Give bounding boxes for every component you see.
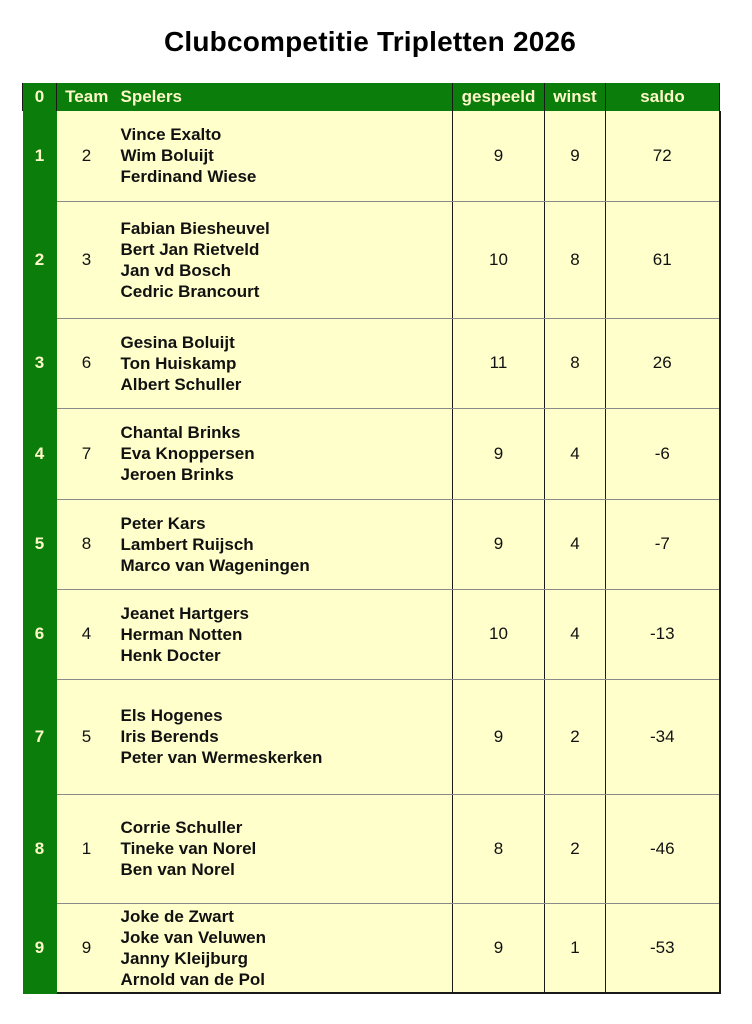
played-cell: 9 bbox=[453, 111, 545, 201]
rank-cell: 6 bbox=[23, 589, 57, 679]
table-row bbox=[23, 408, 720, 499]
player-name: Lambert Ruijsch bbox=[120, 534, 254, 554]
played-cell: 9 bbox=[453, 903, 545, 993]
player-name: Ferdinand Wiese bbox=[120, 167, 257, 187]
player-name: Herman Notten bbox=[120, 624, 243, 644]
team-cell: 7 bbox=[57, 408, 117, 499]
table-row bbox=[23, 201, 720, 318]
player-name: Fabian Biesheuvel bbox=[120, 218, 270, 238]
team-cell: 3 bbox=[57, 201, 117, 318]
played-cell: 9 bbox=[453, 408, 545, 499]
table-row bbox=[23, 589, 720, 679]
wins-cell: 8 bbox=[545, 318, 606, 408]
balance-cell: -13 bbox=[606, 589, 720, 679]
team-cell: 1 bbox=[57, 794, 117, 903]
player-name: Janny Kleijburg bbox=[120, 948, 249, 968]
balance-cell: 26 bbox=[606, 318, 720, 408]
header-rank: 0 bbox=[23, 83, 57, 111]
player-name: Jeanet Hartgers bbox=[120, 603, 250, 623]
player-name: Tineke van Norel bbox=[120, 839, 257, 858]
team-cell: 2 bbox=[57, 111, 117, 201]
player-name: Vince Exalto bbox=[120, 125, 222, 145]
page-title: Clubcompetitie Tripletten 2026 bbox=[163, 26, 577, 57]
player-name: Peter Kars bbox=[120, 513, 206, 533]
table-row bbox=[23, 794, 720, 903]
player-name: Bert Jan Rietveld bbox=[120, 239, 260, 259]
team-cell: 6 bbox=[57, 318, 117, 408]
balance-cell: 72 bbox=[606, 111, 720, 201]
players-cell bbox=[117, 318, 453, 408]
header-balance: saldo bbox=[606, 83, 720, 111]
players-cell bbox=[117, 589, 453, 679]
players-cell bbox=[117, 408, 453, 499]
player-name: Ben van Norel bbox=[120, 860, 235, 879]
player-name: Henk Docter bbox=[120, 645, 221, 665]
header-players: Spelers bbox=[117, 83, 453, 111]
rank-cell: 8 bbox=[23, 794, 57, 903]
team-cell: 4 bbox=[57, 589, 117, 679]
rank-cell: 1 bbox=[23, 111, 57, 201]
wins-cell: 1 bbox=[545, 903, 606, 993]
table-row bbox=[23, 499, 720, 589]
players-cell bbox=[117, 111, 453, 201]
player-name: Joke de Zwart bbox=[120, 906, 234, 926]
player-name: Corrie Schuller bbox=[120, 818, 243, 837]
player-name: Peter van Wermeskerken bbox=[120, 748, 323, 767]
player-name: Iris Berends bbox=[120, 727, 219, 746]
table-row bbox=[23, 903, 720, 993]
played-cell: 9 bbox=[453, 679, 545, 794]
team-cell: 8 bbox=[57, 499, 117, 589]
player-name: Jeroen Brinks bbox=[120, 465, 234, 484]
rank-cell: 7 bbox=[23, 679, 57, 794]
rank-cell: 3 bbox=[23, 318, 57, 408]
played-cell: 10 bbox=[453, 589, 545, 679]
wins-cell: 2 bbox=[545, 794, 606, 903]
rank-cell: 4 bbox=[23, 408, 57, 499]
players-cell bbox=[117, 679, 453, 794]
wins-cell: 4 bbox=[545, 499, 606, 589]
played-cell: 8 bbox=[453, 794, 545, 903]
header-team: Team bbox=[57, 83, 117, 111]
player-name: Els Hogenes bbox=[120, 706, 223, 725]
played-cell: 11 bbox=[453, 318, 545, 408]
played-cell: 10 bbox=[453, 201, 545, 318]
player-name: Ton Huiskamp bbox=[120, 353, 237, 373]
rank-cell: 2 bbox=[23, 201, 57, 318]
wins-cell: 9 bbox=[545, 111, 606, 201]
wins-cell: 2 bbox=[545, 679, 606, 794]
player-name: Wim Boluijt bbox=[120, 146, 214, 166]
team-cell: 5 bbox=[57, 679, 117, 794]
rank-cell: 9 bbox=[23, 903, 57, 993]
players-cell bbox=[117, 499, 453, 589]
wins-cell: 4 bbox=[545, 589, 606, 679]
wins-cell: 4 bbox=[545, 408, 606, 499]
team-cell: 9 bbox=[57, 903, 117, 993]
player-name: Eva Knoppersen bbox=[120, 444, 255, 463]
rank-cell: 5 bbox=[23, 499, 57, 589]
table-row bbox=[23, 679, 720, 794]
standings-table bbox=[22, 83, 721, 994]
balance-cell: -46 bbox=[606, 794, 720, 903]
header-wins: winst bbox=[545, 83, 606, 111]
player-name: Cedric Brancourt bbox=[120, 281, 260, 301]
balance-cell: -53 bbox=[606, 903, 720, 993]
player-name: Gesina Boluijt bbox=[120, 332, 235, 352]
wins-cell: 8 bbox=[545, 201, 606, 318]
player-name: Albert Schuller bbox=[120, 374, 242, 394]
balance-cell: -34 bbox=[606, 679, 720, 794]
table-row bbox=[23, 318, 720, 408]
player-name: Joke van Veluwen bbox=[120, 927, 267, 947]
player-name: Jan vd Bosch bbox=[120, 260, 232, 280]
header-played: gespeeld bbox=[453, 83, 545, 111]
player-name: Marco van Wageningen bbox=[120, 555, 310, 575]
players-cell bbox=[117, 903, 453, 993]
players-cell bbox=[117, 201, 453, 318]
table-row bbox=[23, 111, 720, 201]
player-name: Arnold van de Pol bbox=[120, 969, 266, 989]
played-cell: 9 bbox=[453, 499, 545, 589]
balance-cell: -7 bbox=[606, 499, 720, 589]
balance-cell: 61 bbox=[606, 201, 720, 318]
player-name: Chantal Brinks bbox=[120, 423, 241, 442]
players-cell bbox=[117, 794, 453, 903]
balance-cell: -6 bbox=[606, 408, 720, 499]
header-row bbox=[23, 83, 720, 111]
